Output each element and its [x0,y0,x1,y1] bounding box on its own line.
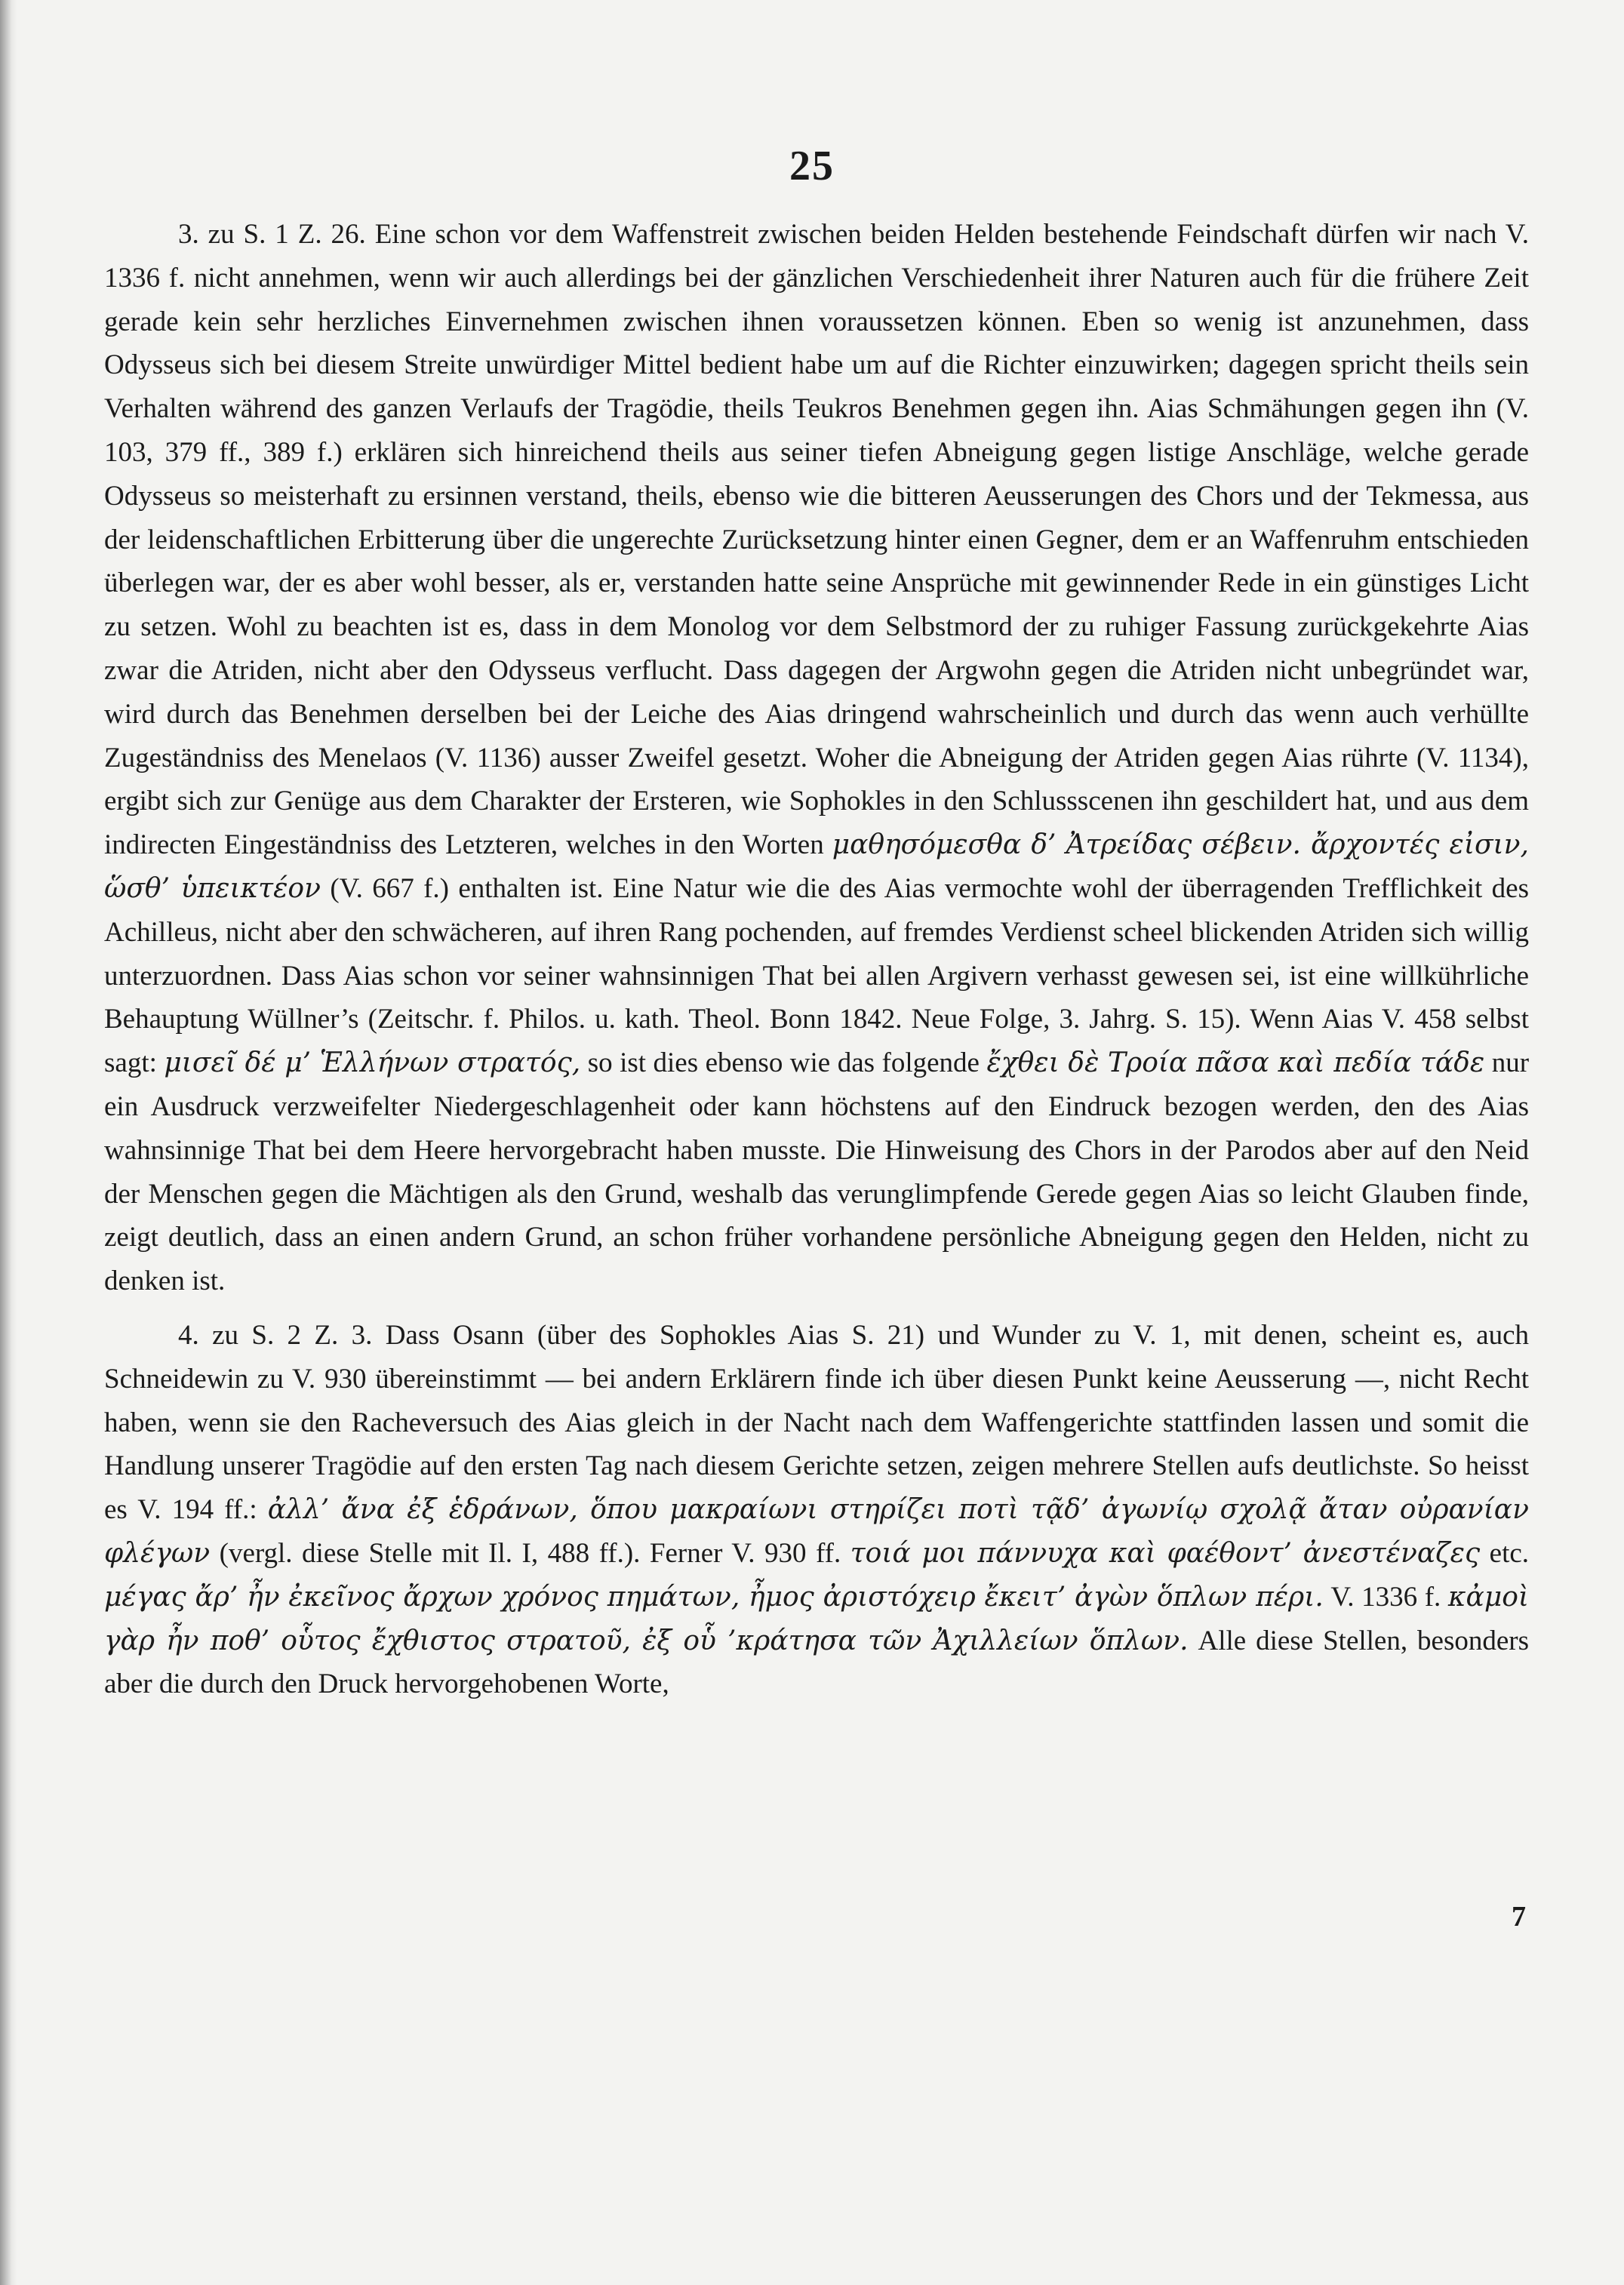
page-number: 25 [789,143,835,189]
signature-mark: 7 [1512,1901,1526,1933]
note-3-greek-quote-1: μαθησόμεσθα δ’ Ἀτρείδας σέβειν. ἄρχοντές εἰσιν, ὥσθ’ ὑπεικτέον [104,829,1529,904]
body-text [104,213,1529,1706]
note-4-greek-quote-4: κἀμοὶ γὰρ ἦν ποθ’ οὗτος ἔχθιστος στρατοῦ, ἐξ οὗ ’κράτησα τῶν Ἀχιλλείων ὅπλων. [104,1581,1530,1656]
page-edge-shadow [0,0,17,2285]
note-3-text-3: so ist dies ebenso wie das folgende [587,1047,980,1079]
note-3-text-4: nur ein Ausdruck verzweifelter Niedergeschlagenheit oder kann höchstens auf den Eindruck bezogen werden, den des Aias wahnsinnige That bei dem Heere hervorgebracht haben musste. Die Hinweisung des Chors in der Parodos aber auf den Neid der Menschen gegen die Mächtigen als den Grund, weshalb das verunglimpfende Gerede gegen Aias so leicht Glauben finde, zeigt deutlich, dass an einen andern Grund, an schon früher vorhandene persönliche Abneigung gegen den Helden, nicht zu denken ist. [104,1047,1530,1297]
note-3-text-2: (V. 667 f.) enthalten ist. Eine Natur wie die des Aias vermochte wohl der überragenden Trefflichkeit des Achilleus, nicht aber den schwächeren, auf ihren Rang pochenden, auf fremdes Verdienst scheel blickenden Atriden sich willig unterzuordnen. Dass Aias schon vor seiner wahnsinnigen That bei allen Argivern verhasst gewesen sei, ist eine willkührliche Behauptung Wüllner’s (Zeitschr. f. Philos. u. kath. Theol. Bonn 1842. Neue Folge, 3. Jahrg. S. 15). Wenn Aias V. 458 selbst sagt: [104,872,1529,1079]
note-4-text-3: etc. [1489,1537,1530,1569]
note-4-greek-quote-2: τοιά μοι πάννυχα καὶ φαέθοντ’ ἀνεστέναζες [850,1537,1481,1569]
note-4-text-5: Alle diese Stellen, besonders aber die durch den Druck hervorgehobenen Worte, [104,1625,1530,1700]
note-3-greek-quote-3: ἔχθει δὲ Τροία πᾶσα καὶ πεδία τάδε [986,1047,1485,1079]
note-4-text-4: V. 1336 f. [1330,1581,1441,1613]
note-4-text-1: 4. zu S. 2 Z. 3. Dass Osann (über des Sophokles Aias S. 21) und Wunder zu V. 1, mit denen, scheint es, auch Schneidewin zu V. 930 übereinstimmt — bei andern Erklärern finde ich über diesen Punkt keine Aeusserung —, nicht Recht haben, wenn sie den Racheversuch des Aias gleich in der Nacht nach dem Waffengerichte stattfinden lassen und somit die Handlung unserer Tragödie auf den ersten Tag nach diesem Gerichte setzen, zeigen mehrere Stellen aufs deutlichste. So heisst es V. 194 ff.: [104,1319,1529,1526]
note-3-text-1: 3. zu S. 1 Z. 26. Eine schon vor dem Waffenstreit zwischen beiden Helden bestehende Feindschaft dürfen wir nach V. 1336 f. nicht annehmen, wenn wir auch allerdings bei der gänzlichen Verschiedenheit ihrer Naturen auch für die frühere Zeit gerade kein sehr herzliches Einvernehmen zwischen ihnen voraussetzen können. Eben so wenig ist anzunehmen, dass Odysseus sich bei diesem Streite unwürdiger Mittel bedient habe um auf die Richter einzuwirken; dagegen spricht theils sein Verhalten während des ganzen Verlaufs der Tragödie, theils Teukros Benehmen gegen ihn. Aias Schmähungen gegen ihn (V. 103, 379 ff., 389 f.) erklären sich hinreichend theils aus seiner tiefen Abneigung gegen listige Anschläge, welche gerade Odysseus so meisterhaft zu ersinnen verstand, theils, ebenso wie die bitteren Aeusserungen des Chors und der Tekmessa, aus der leidenschaftlichen Erbitterung über die ungerechte Zurücksetzung hinter einen Gegner, dem er an Waffenruhm entschieden überlegen war, der es aber wohl besser, als er, verstanden hatte seine Ansprüche mit gewinnender Rede in ein günstiges Licht zu setzen. Wohl zu beachten ist es, dass in dem Monolog vor dem Selbstmord der zu ruhiger Fassung zurückgekehrte Aias zwar die Atriden, nicht aber den Odysseus verflucht. Dass dagegen der Argwohn gegen die Atriden nicht unbegründet war, wird durch das Benehmen derselben bei der Leiche des Aias dringend wahrscheinlich und durch das wenn auch verhüllte Zugeständniss des Menelaos (V. 1136) ausser Zweifel gesetzt. Woher die Abneigung der Atriden gegen Aias rührte (V. 1134), ergibt sich zur Genüge aus dem Charakter der Ersteren, wie Sophokles in den Schlussscenen ihn geschildert hat, und aus dem indirecten Eingeständniss des Letzteren, welches in den Worten [104,219,1529,861]
note-4-text-2: (vergl. diese Stelle mit Il. I, 488 ff.). Ferner V. 930 ff. [219,1537,841,1569]
note-4-paragraph [104,1314,1529,1706]
note-3-greek-quote-2: μισεῖ δέ μ’ Ἑλλήνων στρατός, [164,1047,581,1079]
note-4-greek-quote-1: ἀλλ’ ἄνα ἐξ ἑδράνων, ὅπου μακραίωνι στηρίζει ποτὶ τᾷδ’ ἀγωνίῳ σχολᾷ ἄταν οὐρανίαν φλέγων [104,1494,1530,1569]
note-3-paragraph [104,213,1529,1303]
note-4-greek-quote-3: μέγας ἄρ’ ἦν ἐκεῖνος ἄρχων χρόνος πημάτων, ἦμος ἀριστόχειρ ἔκειτ’ ἀγὼν ὅπλων πέρι. [104,1581,1324,1613]
